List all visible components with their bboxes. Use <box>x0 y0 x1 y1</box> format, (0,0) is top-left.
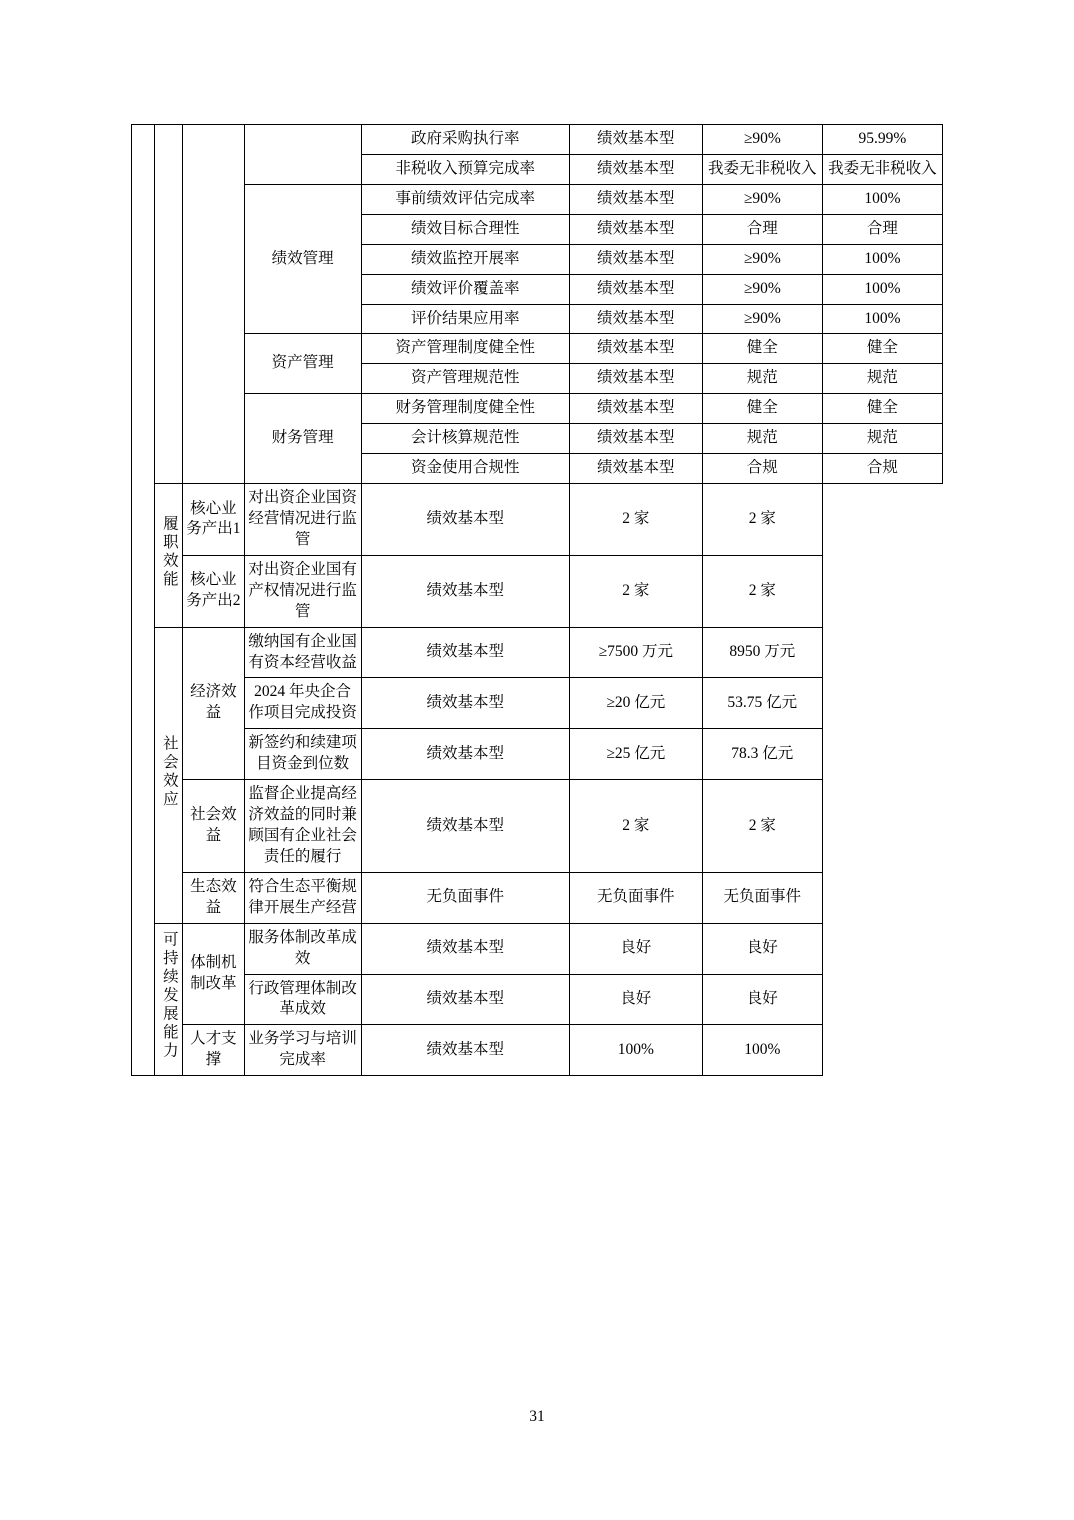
subcategory-system-reform: 体制机制改革 <box>183 923 245 1025</box>
indicator-name: 监督企业提高经济效益的同时兼顾国有企业社会责任的履行 <box>244 780 361 873</box>
indicator-type: 绩效基本型 <box>569 454 702 484</box>
subcategory-core-output-1: 核心业务产出1 <box>183 484 245 556</box>
indicator-actual: 2 家 <box>702 780 822 873</box>
indicator-actual: 53.75 亿元 <box>702 678 822 729</box>
indicator-name: 新签约和续建项目资金到位数 <box>244 729 361 780</box>
indicator-actual: 95.99% <box>822 125 942 155</box>
indicator-type: 绩效基本型 <box>569 125 702 155</box>
indicator-type: 绩效基本型 <box>361 729 569 780</box>
indicator-name: 资金使用合规性 <box>361 454 569 484</box>
table-row <box>132 627 943 678</box>
indicator-name: 对出资企业国资经营情况进行监管 <box>244 484 361 556</box>
indicator-target: 2 家 <box>569 780 702 873</box>
table-row <box>132 394 943 424</box>
indicator-type: 绩效基本型 <box>361 780 569 873</box>
indicator-name: 非税收入预算完成率 <box>361 154 569 184</box>
indicator-target: ≥90% <box>702 184 822 214</box>
category-social-effect-label: 社会效应 <box>160 734 178 809</box>
indicator-target: ≥7500 万元 <box>569 627 702 678</box>
indicator-type: 绩效基本型 <box>569 364 702 394</box>
category-social-effect <box>155 627 183 923</box>
table-row <box>132 125 943 155</box>
table-row <box>132 1025 943 1076</box>
indicator-actual: 100% <box>702 1025 822 1076</box>
indicator-type: 绩效基本型 <box>361 484 569 556</box>
indicator-actual: 规范 <box>822 424 942 454</box>
indicator-actual: 规范 <box>822 364 942 394</box>
table-row <box>132 729 943 780</box>
col-category-group-blank <box>183 125 245 484</box>
indicator-actual: 100% <box>822 184 942 214</box>
indicator-actual: 健全 <box>822 334 942 364</box>
indicator-target: ≥90% <box>702 125 822 155</box>
indicator-target: ≥90% <box>702 274 822 304</box>
indicator-target: 无负面事件 <box>569 872 702 923</box>
indicator-name: 资产管理制度健全性 <box>361 334 569 364</box>
indicator-name: 业务学习与培训完成率 <box>244 1025 361 1076</box>
indicator-name: 对出资企业国有产权情况进行监管 <box>244 555 361 627</box>
subcategory-core-output-2: 核心业务产出2 <box>183 555 245 627</box>
indicator-type: 绩效基本型 <box>569 154 702 184</box>
indicator-name: 资产管理规范性 <box>361 364 569 394</box>
indicator-target: ≥20 亿元 <box>569 678 702 729</box>
performance-indicator-table-wrapper <box>131 124 943 1076</box>
subcategory-performance-management: 绩效管理 <box>244 184 361 334</box>
subcategory-talent-support: 人才支撑 <box>183 1025 245 1076</box>
indicator-target: 良好 <box>569 974 702 1025</box>
subcategory-blank <box>244 125 361 185</box>
category-duty-performance-label: 履职效能 <box>160 514 178 589</box>
table-row <box>132 484 943 556</box>
indicator-target: 2 家 <box>569 555 702 627</box>
indicator-type: 绩效基本型 <box>569 424 702 454</box>
performance-indicator-table <box>131 124 943 1076</box>
subcategory-economic-benefit: 经济效益 <box>183 627 245 780</box>
indicator-type: 绩效基本型 <box>569 214 702 244</box>
indicator-name: 符合生态平衡规律开展生产经营 <box>244 872 361 923</box>
indicator-actual: 我委无非税收入 <box>822 154 942 184</box>
indicator-actual: 2 家 <box>702 555 822 627</box>
category-sustainable-capacity <box>155 923 183 1076</box>
indicator-type: 绩效基本型 <box>361 1025 569 1076</box>
indicator-name: 绩效评价覆盖率 <box>361 274 569 304</box>
indicator-actual: 8950 万元 <box>702 627 822 678</box>
indicator-name: 评价结果应用率 <box>361 304 569 334</box>
indicator-type: 绩效基本型 <box>569 304 702 334</box>
indicator-target: 健全 <box>702 334 822 364</box>
table-row <box>132 923 943 974</box>
indicator-target: 健全 <box>702 394 822 424</box>
outer-frame-col-b <box>155 125 183 484</box>
table-row <box>132 555 943 627</box>
indicator-actual: 100% <box>822 274 942 304</box>
indicator-name: 绩效监控开展率 <box>361 244 569 274</box>
indicator-actual: 无负面事件 <box>702 872 822 923</box>
indicator-actual: 100% <box>822 244 942 274</box>
table-row <box>132 872 943 923</box>
indicator-target: 我委无非税收入 <box>702 154 822 184</box>
indicator-name: 2024 年央企合作项目完成投资 <box>244 678 361 729</box>
indicator-target: 合理 <box>702 214 822 244</box>
indicator-target: 良好 <box>569 923 702 974</box>
indicator-name: 财务管理制度健全性 <box>361 394 569 424</box>
category-duty-performance <box>155 484 183 628</box>
indicator-type: 绩效基本型 <box>361 923 569 974</box>
indicator-type: 绩效基本型 <box>361 974 569 1025</box>
indicator-name: 政府采购执行率 <box>361 125 569 155</box>
indicator-target: 规范 <box>702 424 822 454</box>
table-row <box>132 780 943 873</box>
indicator-type: 绩效基本型 <box>361 678 569 729</box>
indicator-actual: 合规 <box>822 454 942 484</box>
indicator-type: 绩效基本型 <box>569 334 702 364</box>
category-sustainable-capacity-label: 可持续发展能力 <box>160 931 178 1061</box>
page-number: 31 <box>529 1408 545 1425</box>
indicator-name: 缴纳国有企业国有资本经营收益 <box>244 627 361 678</box>
outer-frame-col-a <box>132 125 155 1076</box>
indicator-target: 100% <box>569 1025 702 1076</box>
indicator-type: 绩效基本型 <box>569 244 702 274</box>
subcategory-asset-management: 资产管理 <box>244 334 361 394</box>
indicator-target: ≥25 亿元 <box>569 729 702 780</box>
indicator-target: 2 家 <box>569 484 702 556</box>
indicator-type: 无负面事件 <box>361 872 569 923</box>
indicator-name: 事前绩效评估完成率 <box>361 184 569 214</box>
table-row <box>132 678 943 729</box>
indicator-name: 绩效目标合理性 <box>361 214 569 244</box>
indicator-name: 会计核算规范性 <box>361 424 569 454</box>
indicator-type: 绩效基本型 <box>361 555 569 627</box>
indicator-type: 绩效基本型 <box>361 627 569 678</box>
indicator-target: 规范 <box>702 364 822 394</box>
indicator-actual: 100% <box>822 304 942 334</box>
indicator-name: 服务体制改革成效 <box>244 923 361 974</box>
indicator-type: 绩效基本型 <box>569 274 702 304</box>
table-row <box>132 184 943 214</box>
subcategory-financial-management: 财务管理 <box>244 394 361 484</box>
indicator-actual: 良好 <box>702 923 822 974</box>
indicator-actual: 78.3 亿元 <box>702 729 822 780</box>
indicator-actual: 良好 <box>702 974 822 1025</box>
indicator-type: 绩效基本型 <box>569 394 702 424</box>
indicator-actual: 健全 <box>822 394 942 424</box>
indicator-actual: 合理 <box>822 214 942 244</box>
indicator-actual: 2 家 <box>702 484 822 556</box>
indicator-name: 行政管理体制改革成效 <box>244 974 361 1025</box>
table-row <box>132 334 943 364</box>
subcategory-social-benefit: 社会效益 <box>183 780 245 873</box>
indicator-type: 绩效基本型 <box>569 184 702 214</box>
indicator-target: 合规 <box>702 454 822 484</box>
subcategory-ecological-benefit: 生态效益 <box>183 872 245 923</box>
table-row <box>132 974 943 1025</box>
indicator-target: ≥90% <box>702 304 822 334</box>
indicator-target: ≥90% <box>702 244 822 274</box>
